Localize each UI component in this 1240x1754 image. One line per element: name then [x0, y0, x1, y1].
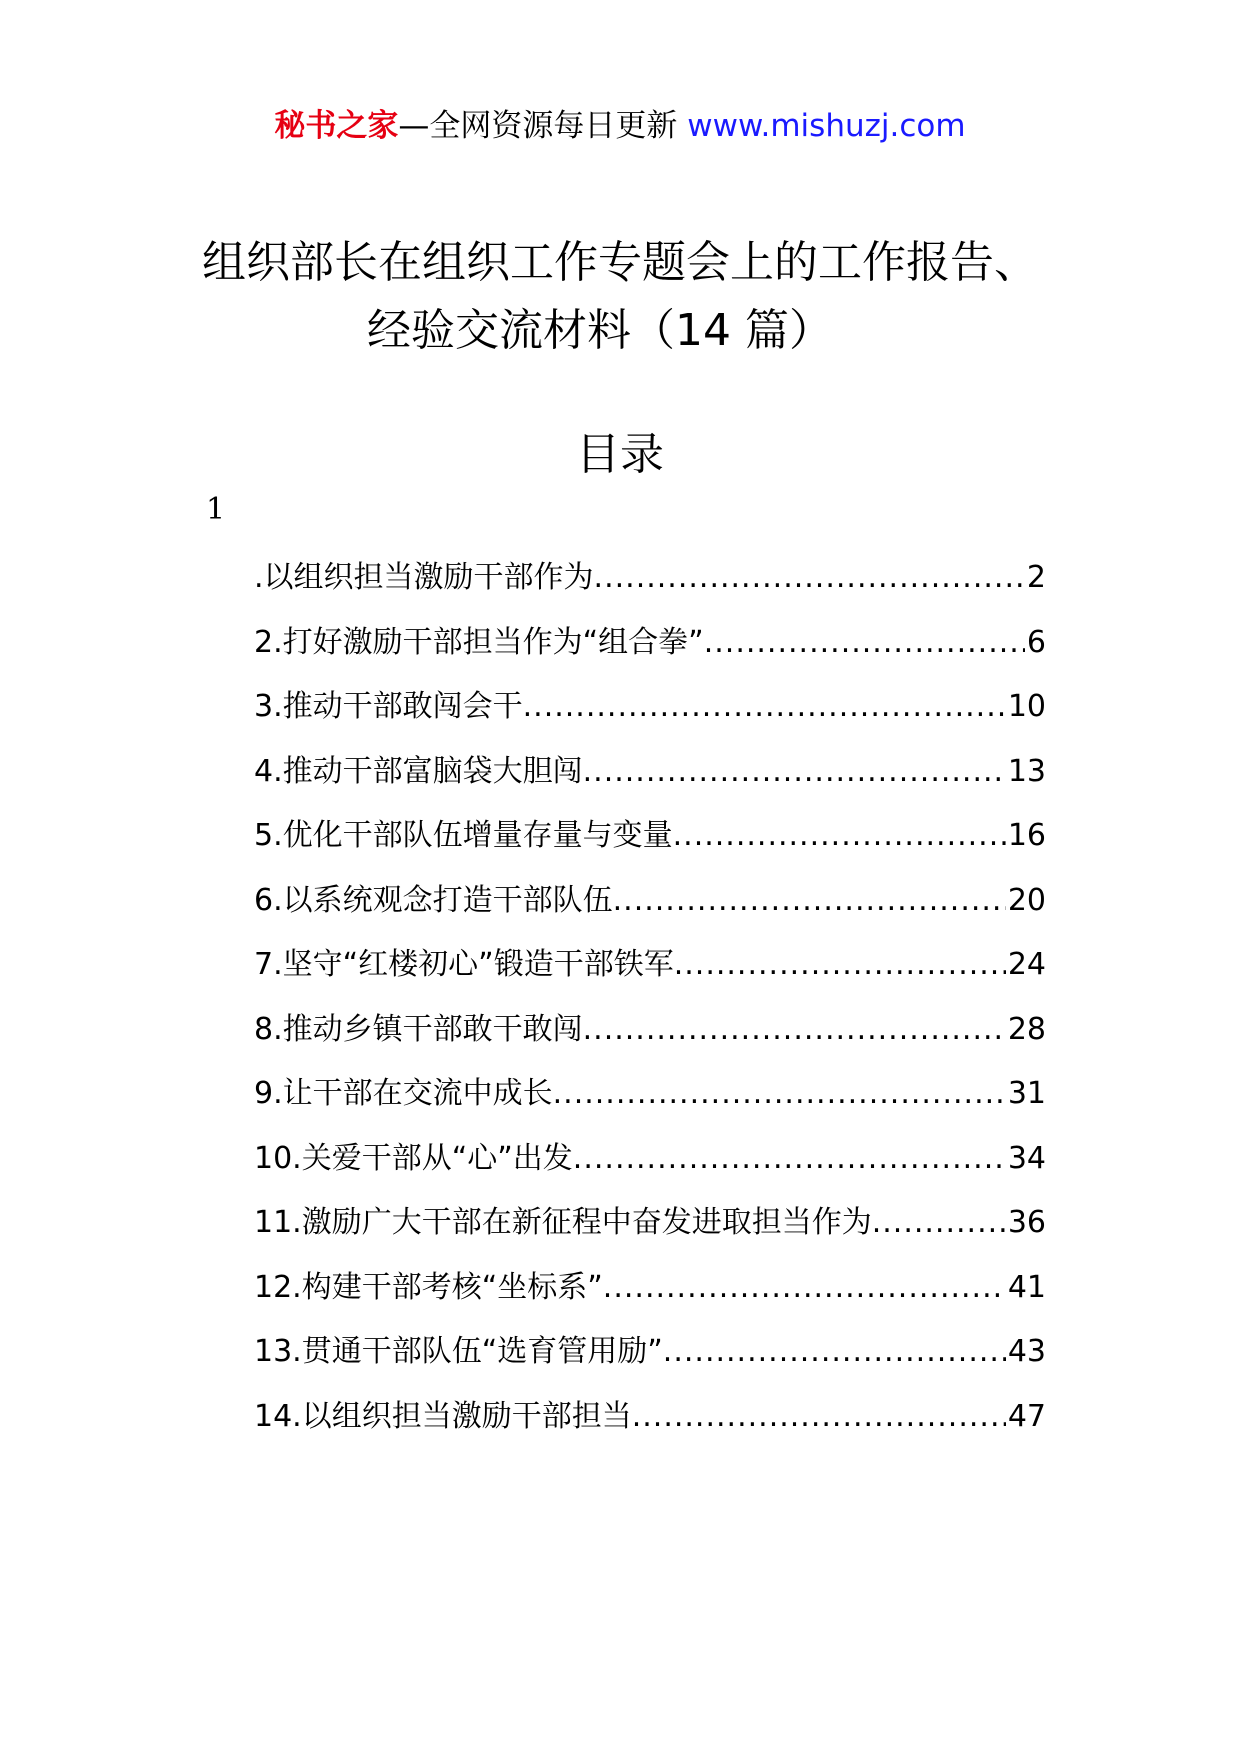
toc-entry-title: 9.让干部在交流中成长	[254, 1076, 553, 1111]
toc-entry[interactable]	[254, 1133, 1046, 1198]
toc-entry-title: 2.打好激励干部担当作为“组合拳”	[254, 624, 704, 660]
toc-entry-page-number: 6	[1026, 624, 1046, 660]
toc-entry-page-number: 34	[1007, 1140, 1046, 1176]
title-line-2: 经验交流材料（14 篇）	[367, 305, 833, 357]
toc-entry-page-number: 41	[1007, 1269, 1046, 1305]
toc-entry-title: 5.优化干部队伍增量存量与变量	[254, 818, 673, 853]
toc-dot-leader	[674, 947, 1006, 982]
toc-dot-leader	[673, 818, 1006, 853]
table-of-contents	[254, 552, 1046, 1455]
brand-name: 秘书之家	[274, 108, 399, 144]
toc-dot-leader	[872, 1205, 1006, 1240]
toc-dot-leader	[603, 1270, 1006, 1305]
toc-entry-title: 3.推动干部敢闯会干	[254, 689, 523, 724]
toc-entry[interactable]	[254, 1197, 1046, 1262]
toc-entry[interactable]	[254, 552, 1046, 617]
toc-entry-page-number: 2	[1026, 560, 1046, 595]
toc-entry[interactable]	[254, 1068, 1046, 1133]
toc-entry-page-number: 24	[1007, 947, 1046, 982]
toc-entry-page-number: 28	[1007, 1011, 1046, 1047]
toc-dot-leader	[613, 883, 1006, 918]
toc-entry-page-number: 31	[1007, 1076, 1046, 1111]
toc-entry-page-number: 36	[1007, 1205, 1046, 1240]
document-title	[0, 229, 1240, 365]
toc-dot-leader	[523, 689, 1006, 724]
toc-entry-title: 8.推动乡镇干部敢干敢闯	[254, 1011, 583, 1047]
toc-entry-page-number: 16	[1007, 818, 1046, 853]
toc-entry-title: 11.激励广大干部在新征程中奋发进取担当作为	[254, 1205, 872, 1240]
toc-dot-leader	[583, 754, 1006, 789]
toc-entry[interactable]	[254, 617, 1046, 682]
toc-dot-leader	[594, 560, 1025, 595]
toc-entry-page-number: 10	[1007, 689, 1046, 724]
toc-entry[interactable]	[254, 875, 1046, 940]
toc-entry[interactable]	[254, 810, 1046, 875]
toc-entry-title: 14.以组织担当激励干部担当	[254, 1398, 632, 1434]
toc-entry-page-number: 13	[1007, 753, 1046, 789]
toc-entry[interactable]	[254, 746, 1046, 811]
toc-entry[interactable]	[254, 1262, 1046, 1327]
toc-entry[interactable]	[254, 1391, 1046, 1456]
toc-dot-leader	[632, 1399, 1006, 1434]
toc-heading: 目录	[576, 429, 664, 480]
site-header	[0, 100, 1240, 145]
toc-dot-leader	[573, 1141, 1006, 1176]
toc-entry-title: 6.以系统观念打造干部队伍	[254, 882, 613, 918]
toc-entry-page-number: 20	[1007, 882, 1046, 918]
toc-entry-title: 10.关爱干部从“心”出发	[254, 1140, 573, 1176]
toc-entry-title: .以组织担当激励干部作为	[254, 560, 594, 595]
toc-entry-title: 4.推动干部富脑袋大胆闯	[254, 753, 583, 789]
toc-entry-page-number: 47	[1007, 1398, 1046, 1434]
toc-dot-leader	[553, 1076, 1006, 1111]
toc-entry-page-number: 43	[1007, 1334, 1046, 1369]
toc-entry[interactable]	[254, 939, 1046, 1004]
header-slogan: —全网资源每日更新	[398, 108, 678, 144]
toc-entry-title: 7.坚守“红楼初心”锻造干部铁军	[254, 947, 674, 982]
toc-entry-title: 12.构建干部考核“坐标系”	[254, 1269, 603, 1305]
toc-dot-leader	[583, 1012, 1006, 1047]
toc-entry[interactable]	[254, 681, 1046, 746]
site-url-link[interactable]: www.mishuzj.com	[687, 108, 966, 144]
toc-marker: 1	[206, 492, 226, 527]
toc-dot-leader	[663, 1334, 1006, 1369]
toc-dot-leader	[704, 625, 1025, 660]
toc-entry[interactable]	[254, 1004, 1046, 1069]
toc-entry[interactable]	[254, 1326, 1046, 1391]
title-line-1: 组织部长在组织工作专题会上的工作报告、	[202, 237, 1038, 289]
toc-entry-title: 13.贯通干部队伍“选育管用励”	[254, 1334, 663, 1369]
